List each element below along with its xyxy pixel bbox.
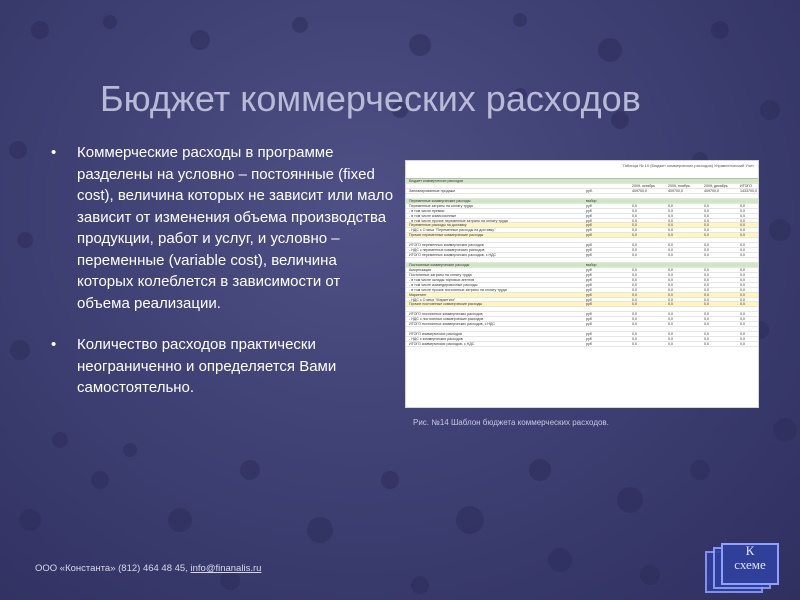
row-value: 0,0 — [632, 208, 637, 213]
spreadsheet-row — [406, 342, 758, 347]
row-label: Прочие переменные коммерческие расходы — [409, 233, 484, 238]
row-value: 0,0 — [740, 267, 745, 272]
row-value: 0,0 — [704, 218, 709, 223]
row-value: 0,0 — [632, 203, 637, 208]
row-value: 0,0 — [740, 203, 745, 208]
row-value: 0,0 — [668, 267, 673, 272]
row-value: 0,0 — [704, 253, 709, 258]
row-label: - НДС с переменных коммерческих расходов — [409, 248, 485, 253]
row-value: 0,0 — [632, 267, 637, 272]
row-value: 0,0 — [740, 297, 745, 302]
row-label: Переменные расходы на доставку — [409, 223, 467, 228]
row-value: 0,0 — [668, 253, 673, 258]
row-value: 0,0 — [704, 248, 709, 253]
row-unit: руб — [586, 322, 592, 327]
row-value: 0,0 — [632, 302, 637, 307]
row-label: Маркетинг — [409, 292, 427, 297]
row-unit: руб. — [586, 188, 593, 193]
row-value: 0,0 — [632, 228, 637, 233]
row-unit: руб — [586, 312, 592, 317]
row-value: 0,0 — [704, 317, 709, 322]
row-value: 0,0 — [740, 272, 745, 277]
row-value: 0,0 — [740, 223, 745, 228]
row-value: 0,0 — [704, 341, 709, 346]
row-value: 0,0 — [740, 248, 745, 253]
row-value: 0,0 — [632, 292, 637, 297]
row-value: 0,0 — [668, 277, 673, 282]
row-label: - в том числе комиссионные — [409, 213, 457, 218]
row-value: 0,0 — [704, 233, 709, 238]
spreadsheet-rows — [406, 179, 758, 347]
row-value: 409700,0 — [632, 188, 647, 193]
row-value: 0,0 — [668, 203, 673, 208]
row-value: 0,0 — [632, 337, 637, 341]
row-value: 0,0 — [704, 297, 709, 302]
row-unit: руб — [586, 297, 592, 302]
row-value: 0,0 — [740, 317, 745, 322]
row-value: 0,0 — [740, 292, 745, 297]
row-value: 0,0 — [704, 277, 709, 282]
row-unit: руб — [586, 218, 592, 223]
row-unit: руб — [586, 302, 592, 307]
row-value: 0,0 — [668, 223, 673, 228]
row-unit: руб — [586, 292, 592, 297]
row-label: - НДС с Статьи "Маркетинг" — [409, 297, 456, 302]
row-value: 0,0 — [668, 297, 673, 302]
row-value: 0,0 — [740, 228, 745, 233]
row-value: 0,0 — [704, 322, 709, 327]
row-value: 0,0 — [668, 218, 673, 223]
row-value: 0,0 — [632, 243, 637, 248]
row-value: ИТОГО — [740, 183, 752, 188]
row-value: 0,0 — [740, 341, 745, 346]
row-unit: руб — [586, 332, 592, 337]
to-scheme-button[interactable] — [705, 543, 785, 593]
row-value: 0,0 — [668, 228, 673, 233]
row-unit: руб — [586, 203, 592, 208]
row-value: 0,0 — [668, 317, 673, 322]
row-value: 2009, ноябрь — [668, 183, 690, 188]
row-value: 0,0 — [704, 228, 709, 233]
row-unit: руб — [586, 341, 592, 346]
row-value: 0,0 — [704, 282, 709, 287]
row-value: 0,0 — [632, 218, 637, 223]
row-unit: руб — [586, 287, 592, 292]
bullet-item — [45, 142, 395, 314]
row-unit: выбор — [586, 198, 597, 203]
row-label: Постоянные коммерческие расходы — [409, 262, 470, 267]
bullet-dot: • — [51, 144, 57, 161]
row-label: Переменные затраты на оплату труда — [409, 203, 473, 208]
to-scheme-label-line2: схеме — [734, 557, 766, 572]
row-unit: руб — [586, 317, 592, 322]
row-value: 0,0 — [740, 332, 745, 337]
row-value: 0,0 — [704, 272, 709, 277]
row-value: 0,0 — [704, 213, 709, 218]
row-unit: руб — [586, 243, 592, 248]
row-value: 0,0 — [740, 287, 745, 292]
row-value: 0,0 — [704, 312, 709, 317]
row-value: 0,0 — [704, 292, 709, 297]
row-value: 0,0 — [632, 322, 637, 327]
row-value: 2009, декабрь — [704, 183, 728, 188]
row-value: 0,0 — [632, 312, 637, 317]
row-value: 409700,0 — [668, 188, 683, 193]
row-unit: руб — [586, 267, 592, 272]
row-label: ИТОГО переменных коммерческих расходов, с НДС — [409, 253, 497, 258]
row-unit: руб — [586, 223, 592, 228]
spreadsheet-image — [405, 160, 759, 408]
row-value: 0,0 — [704, 208, 709, 213]
row-value: 0,0 — [740, 312, 745, 317]
row-label: - в том числе прочие переменные затраты на оплату труда — [409, 218, 508, 223]
row-label: - НДС с коммерческих расходов — [409, 337, 463, 341]
row-label: Бюджет коммерческих расходов — [409, 179, 463, 183]
row-label: - в том числе командировочные расходы — [409, 282, 478, 287]
row-unit: руб — [586, 248, 592, 253]
bullet-list — [45, 142, 395, 399]
to-scheme-label-line1: К — [745, 543, 755, 558]
to-scheme-label — [721, 544, 779, 572]
row-value: 0,0 — [668, 337, 673, 341]
row-value: 0,0 — [740, 253, 745, 258]
row-value: 0,0 — [704, 332, 709, 337]
row-label: ИТОГО коммерческих расходов, с НДС — [409, 341, 475, 346]
row-unit: руб — [586, 282, 592, 287]
row-value: 0,0 — [704, 223, 709, 228]
row-value: 0,0 — [668, 208, 673, 213]
row-value: 0,0 — [632, 223, 637, 228]
row-value: 0,0 — [740, 282, 745, 287]
row-value: 0,0 — [740, 302, 745, 307]
row-value: 0,0 — [740, 218, 745, 223]
row-value: 0,0 — [668, 243, 673, 248]
row-value: 0,0 — [668, 272, 673, 277]
row-value: 0,0 — [632, 248, 637, 253]
row-value: 0,0 — [668, 282, 673, 287]
row-unit: руб — [586, 213, 592, 218]
row-value: 0,0 — [668, 341, 673, 346]
row-value: 0,0 — [740, 213, 745, 218]
row-value: 0,0 — [632, 253, 637, 258]
row-value: 0,0 — [740, 208, 745, 213]
row-value: 0,0 — [632, 332, 637, 337]
row-value: 0,0 — [668, 248, 673, 253]
row-value: 0,0 — [704, 302, 709, 307]
bullet-item — [45, 334, 395, 399]
row-label: - НДС с постоянных коммерческих расходов — [409, 317, 484, 322]
row-value: 0,0 — [740, 337, 745, 341]
row-value: 0,0 — [632, 277, 637, 282]
row-label: ИТОГО постоянных коммерческих расходов — [409, 312, 483, 317]
row-unit: руб — [586, 253, 592, 258]
row-value: 2009, октябрь — [632, 183, 656, 188]
row-unit: руб — [586, 233, 592, 238]
row-value: 0,0 — [704, 287, 709, 292]
row-value: 0,0 — [668, 292, 673, 297]
row-unit: руб — [586, 228, 592, 233]
row-unit: руб — [586, 277, 592, 282]
row-value: 0,0 — [740, 233, 745, 238]
row-label: - в том числе премии — [409, 208, 445, 213]
row-value: 0,0 — [632, 317, 637, 322]
row-value: 0,0 — [704, 243, 709, 248]
row-label: ИТОГО коммерческих расходов — [409, 332, 462, 337]
row-label: Запланированные продажи — [409, 188, 455, 193]
row-value: 0,0 — [668, 213, 673, 218]
row-value: 0,0 — [632, 282, 637, 287]
row-unit: руб — [586, 208, 592, 213]
footer-company: ООО «Константа» (812) 464 48 45, — [35, 563, 191, 574]
footer-email-link[interactable]: info@finanalis.ru — [190, 563, 262, 574]
row-unit: выбор — [586, 262, 597, 267]
row-value: 0,0 — [704, 337, 709, 341]
row-label: Прочие постоянные коммерческие расходы — [409, 302, 483, 307]
spreadsheet-header — [406, 161, 758, 179]
row-value: 1433700,0 — [740, 188, 757, 193]
row-value: 0,0 — [632, 287, 637, 292]
row-value: 0,0 — [668, 233, 673, 238]
footer — [35, 563, 261, 574]
row-label: ИТОГО переменных коммерческих расходов — [409, 243, 484, 248]
row-unit: руб — [586, 337, 592, 341]
bullet-text: Количество расходов практически неограниченно и определяется Вами самостоятельно. — [77, 336, 337, 396]
row-label: - НДС с Статьи "Переменные расходы на доставку" — [409, 228, 496, 233]
row-label: ИТОГО постоянных коммерческих расходов, с НДС — [409, 322, 495, 327]
row-label: - в том числе оклады торговых агентов — [409, 277, 475, 282]
row-value: 0,0 — [668, 312, 673, 317]
row-value: 409700,0 — [704, 188, 719, 193]
row-value: 0,0 — [632, 213, 637, 218]
row-label: Амортизация — [409, 267, 432, 272]
row-value: 0,0 — [632, 272, 637, 277]
row-unit: руб — [586, 272, 592, 277]
row-value: 0,0 — [668, 302, 673, 307]
row-value: 0,0 — [632, 341, 637, 346]
row-value: 0,0 — [668, 322, 673, 327]
slide-title: Бюджет коммерческих расходов — [100, 78, 641, 119]
row-label: - в том числе прочие постоянные затраты на оплату труда — [409, 287, 507, 292]
row-value: 0,0 — [704, 203, 709, 208]
row-value: 0,0 — [740, 243, 745, 248]
row-label: Переменные коммерческие расходы — [409, 198, 471, 203]
row-value: 0,0 — [740, 277, 745, 282]
spreadsheet-header-text: Таблица № 10 (Бюджет коммерческих расходов) Управленческий Учет — [622, 163, 754, 168]
bullet-text: Коммерческие расходы в программе разделены на условно – постоянные (fixed cost), величина которых не зависит или мало зависит от изменения объема производства продукции, работ и услуг, и условно – переменные (variable cost), величина которых колеблется в зависимости от объема реализации. — [77, 144, 394, 312]
row-label: Постоянные затраты на оплату труда — [409, 272, 472, 277]
row-value: 0,0 — [740, 322, 745, 327]
row-value: 0,0 — [704, 267, 709, 272]
row-value: 0,0 — [668, 332, 673, 337]
row-value: 0,0 — [632, 233, 637, 238]
bullet-dot: • — [51, 336, 57, 353]
figure-caption: Рис. №14 Шаблон бюджета коммерческих расходов. — [413, 418, 609, 427]
row-value: 0,0 — [668, 287, 673, 292]
row-value: 0,0 — [632, 297, 637, 302]
